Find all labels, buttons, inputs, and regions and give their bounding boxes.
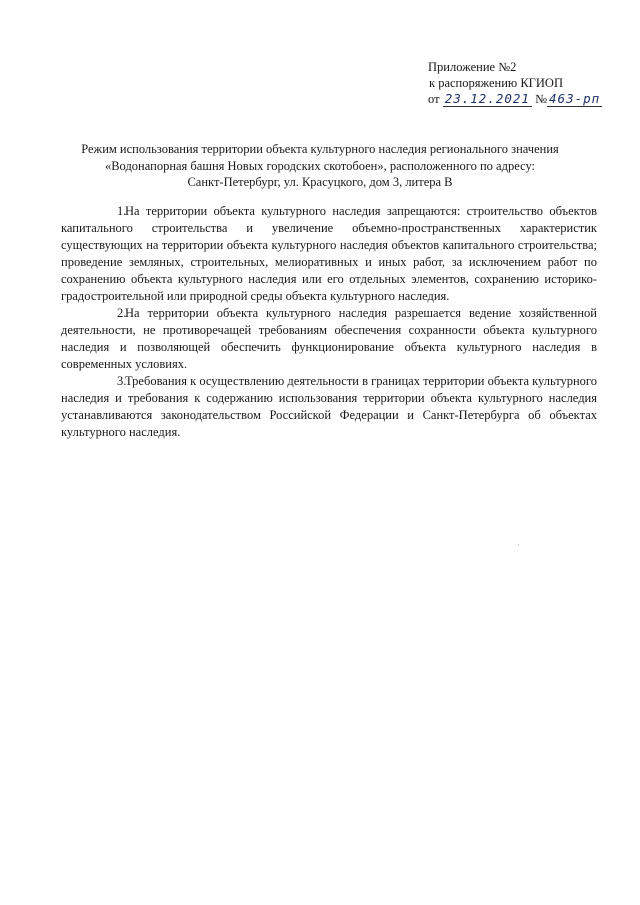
document-title (60, 141, 580, 191)
paragraph-number: 2. (117, 306, 127, 320)
document-body (61, 203, 597, 441)
paragraph-1 (61, 203, 597, 305)
paragraph-text: Требования к осуществлению деятельности в границах территории объекта культурного наследия и требования к содержанию использования территории объекта культурного наследия устанавливаются законодательством Российской Федерации и Санкт-Петербурга об объектах культурного наследия. (61, 374, 597, 439)
number-prefix: № (535, 92, 548, 106)
paragraph-3 (61, 373, 597, 441)
paragraph-number: 3. (117, 374, 127, 388)
handwritten-date: 23.12.2021 (444, 91, 530, 106)
appendix-title: Приложение №2 (428, 60, 517, 74)
paragraph-2 (61, 305, 597, 373)
appendix-header (428, 60, 602, 108)
title-line-2: «Водонапорная башня Новых городских скотобоен», расположенного по адресу: (104, 158, 536, 173)
paragraph-number: 1. (117, 204, 127, 218)
handwritten-number: 463-рп (549, 91, 601, 106)
title-line-1: Режим использования территории объекта культурного наследия регионального значения (81, 142, 559, 156)
title-line-3: Санкт-Петербург, ул. Красуцкого, дом 3, литера В (187, 175, 453, 189)
appendix-date-line (428, 91, 602, 108)
paragraph-text: На территории объекта культурного наследия разрешается ведение хозяйственной деятельности, не противоречащей требованиям обеспечения сохранности объекта культурного наследия и позволяющей обеспечить функционирование объекта культурного наследия в современных условиях. (61, 306, 597, 371)
appendix-order-ref: к распоряжению КГИОП (429, 75, 563, 90)
paragraph-text: На территории объекта культурного наследия запрещаются: строительство объектов капитального строительства и увеличение объемно-пространственных характеристик существующих на территории объекта культурного наследия объектов капитального строительства; проведение земляных, строительных, мелиоративных и иных работ, за исключением работ по сохранению объекта культурного наследия или его отдельных элементов, сохранению историко-градостроительной или природной среды объекта культурного наследия. (61, 204, 597, 303)
date-prefix: от (428, 92, 440, 106)
scan-speck (518, 544, 519, 545)
